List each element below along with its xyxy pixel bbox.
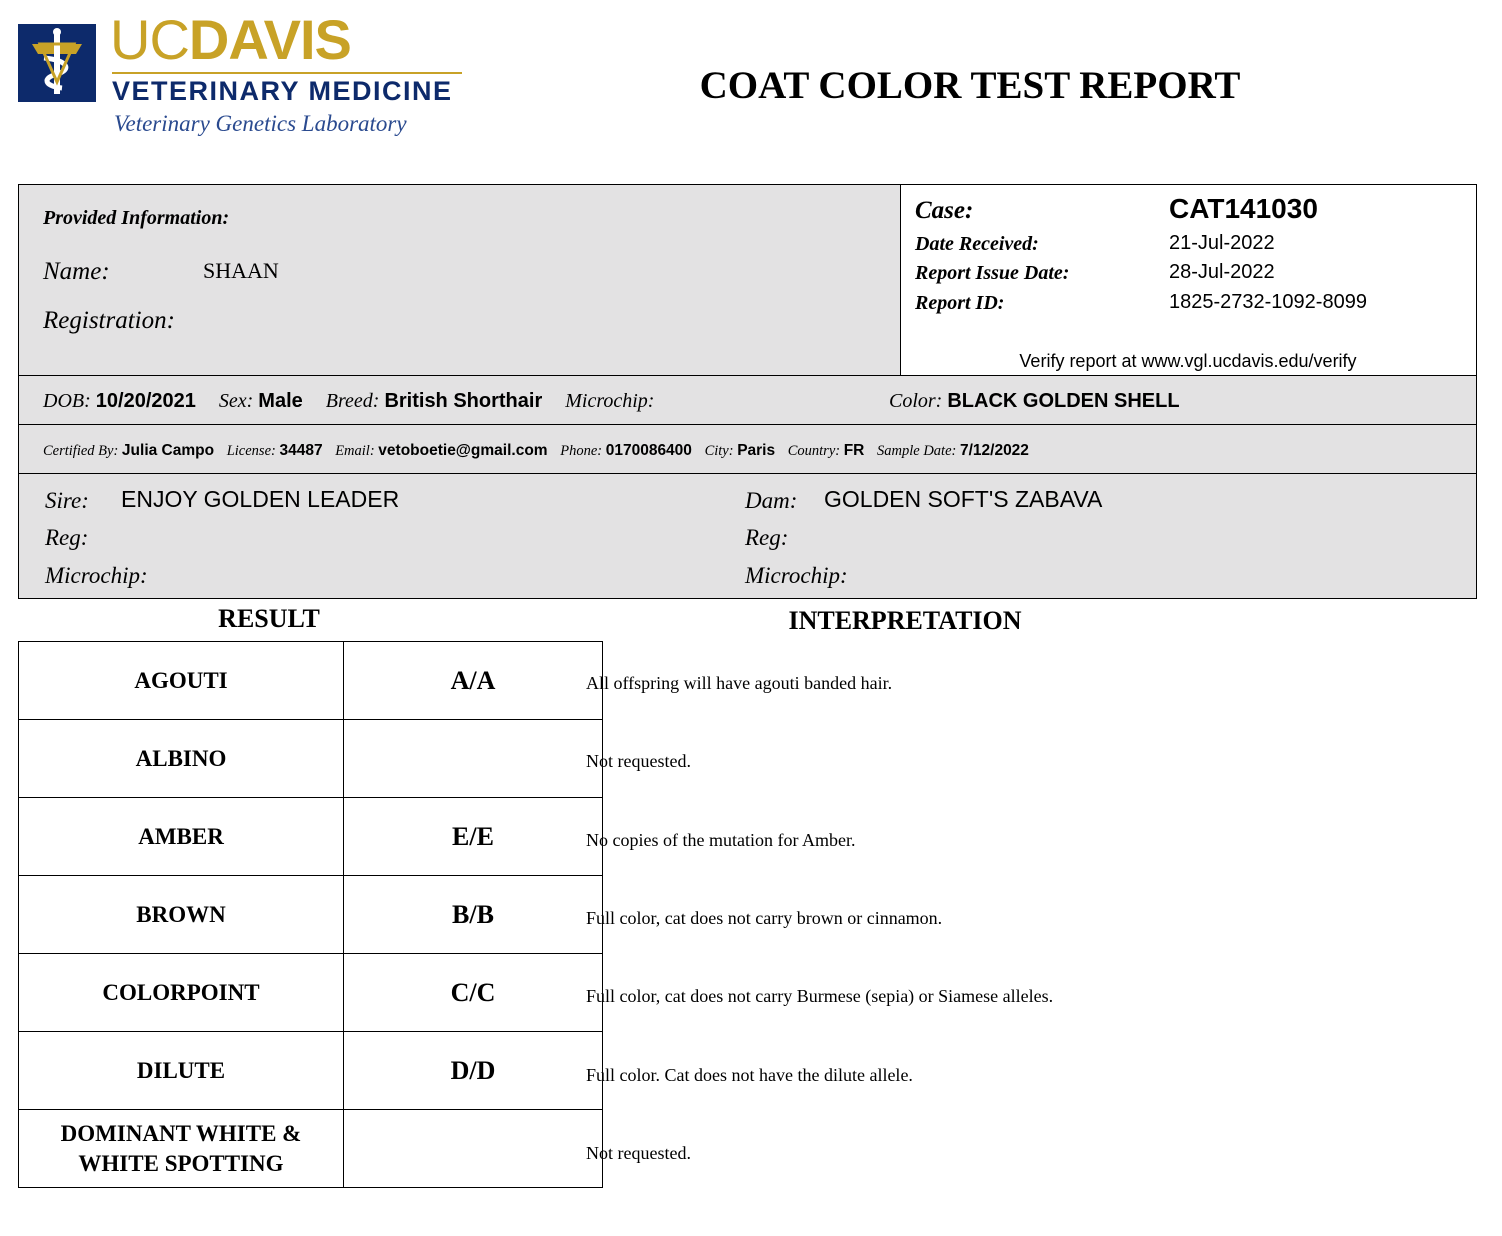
table-row (19, 954, 603, 1032)
table-row (19, 720, 603, 798)
report-title: COAT COLOR TEST REPORT (699, 64, 1241, 107)
date-received-value: 21-Jul-2022 (1169, 232, 1275, 254)
animal-details (43, 390, 654, 413)
phone-label: Phone: (560, 443, 603, 459)
interpretation-text: Full color, cat does not carry Burmese (sepia) or Siamese alleles. (586, 986, 1054, 1006)
report-id-label: Report ID: (915, 292, 1005, 314)
phone-value: 0170086400 (605, 442, 692, 459)
locus-cell: ALBINO (19, 720, 344, 798)
name-value: SHAAN (203, 258, 279, 283)
sex-value: Male (258, 390, 303, 412)
registration-label: Registration: (43, 307, 175, 334)
result-table (18, 641, 603, 1188)
report-id-value: 1825-2732-1092-8099 (1169, 291, 1367, 313)
table-row (19, 876, 603, 954)
table-row (19, 798, 603, 876)
table-row (19, 1110, 603, 1188)
genotype-cell (344, 1110, 603, 1188)
locus-cell: AGOUTI (19, 642, 344, 720)
logo-school-name: VETERINARY MEDICINE (112, 76, 453, 106)
color-value: BLACK GOLDEN SHELL (947, 390, 1180, 412)
table-row (19, 1032, 603, 1110)
sex-label: Sex: (218, 390, 254, 412)
genotype-cell: A/A (344, 642, 603, 720)
sire-reg-label: Reg: (45, 525, 89, 550)
interpretation-text: Not requested. (586, 1143, 691, 1163)
country-value: FR (843, 442, 865, 459)
locus-cell: AMBER (19, 798, 344, 876)
genotype-cell (344, 720, 603, 798)
sample-date-label: Sample Date: (877, 443, 957, 459)
case-label: Case: (915, 197, 974, 224)
email-value: vetoboetie@gmail.com (378, 442, 548, 459)
city-label: City: (704, 443, 734, 459)
color-field (889, 390, 1180, 413)
logo-lab-name: Veterinary Genetics Laboratory (114, 111, 407, 136)
dob-value: 10/20/2021 (95, 390, 196, 412)
issue-date-label: Report Issue Date: (915, 262, 1070, 284)
license-value: 34487 (279, 442, 323, 459)
breed-value: British Shorthair (384, 390, 543, 412)
genotype-cell: C/C (344, 954, 603, 1032)
animal-details-row (18, 375, 1477, 426)
genotype-cell: B/B (344, 876, 603, 954)
logo-divider (112, 72, 462, 74)
color-label: Color: (889, 390, 943, 412)
email-label: Email: (335, 443, 375, 459)
verify-link[interactable]: Verify report at www.vgl.ucdavis.edu/verify (1019, 351, 1357, 371)
certified-value: Julia Campo (121, 442, 215, 459)
microchip-label: Microchip: (565, 390, 655, 412)
sample-date-value: 7/12/2022 (959, 442, 1029, 459)
certified-label: Certified By: (43, 443, 119, 459)
genotype-cell: D/D (344, 1032, 603, 1110)
locus-cell: BROWN (19, 876, 344, 954)
sire-microchip-label: Microchip: (45, 563, 148, 588)
dam-reg-label: Reg: (745, 525, 789, 550)
dam-label: Dam: (745, 488, 798, 513)
sire-value: ENJOY GOLDEN LEADER (121, 486, 400, 512)
dob-label: DOB: (43, 390, 91, 412)
breed-label: Breed: (325, 390, 380, 412)
parents-panel (18, 473, 1477, 599)
dam-value: GOLDEN SOFT'S ZABAVA (824, 486, 1103, 512)
certification-row (18, 424, 1477, 475)
interpretation-text: No copies of the mutation for Amber. (586, 830, 856, 850)
interpretation-text: Full color. Cat does not have the dilute allele. (586, 1065, 913, 1085)
name-label: Name: (43, 258, 110, 285)
table-row (19, 642, 603, 720)
interpretation-text: All offspring will have agouti banded hair. (586, 673, 893, 693)
certification-details (43, 442, 1029, 460)
interpretation-text: Not requested. (586, 751, 691, 771)
issue-date-value: 28-Jul-2022 (1169, 261, 1275, 283)
provided-heading: Provided Information: (43, 207, 230, 229)
interpretation-heading: INTERPRETATION (788, 606, 1022, 635)
interpretation-text: Full color, cat does not carry brown or cinnamon. (586, 908, 943, 928)
country-label: Country: (787, 443, 841, 459)
license-label: License: (226, 443, 276, 459)
case-panel (900, 184, 1477, 377)
result-heading: RESULT (218, 604, 320, 633)
locus-cell: DOMINANT WHITE & WHITE SPOTTING (19, 1110, 344, 1188)
sire-label: Sire: (45, 488, 89, 513)
case-number: CAT141030 (1169, 193, 1318, 224)
date-received-label: Date Received: (915, 233, 1039, 255)
locus-cell: DILUTE (19, 1032, 344, 1110)
dam-microchip-label: Microchip: (745, 563, 848, 588)
provided-information-panel (18, 184, 902, 377)
logo-wordmark: UCDAVIS (110, 8, 351, 71)
genotype-cell: E/E (344, 798, 603, 876)
caduceus-icon (18, 24, 96, 102)
city-value: Paris (737, 442, 776, 459)
ucdavis-logo (18, 8, 468, 140)
locus-cell: COLORPOINT (19, 954, 344, 1032)
